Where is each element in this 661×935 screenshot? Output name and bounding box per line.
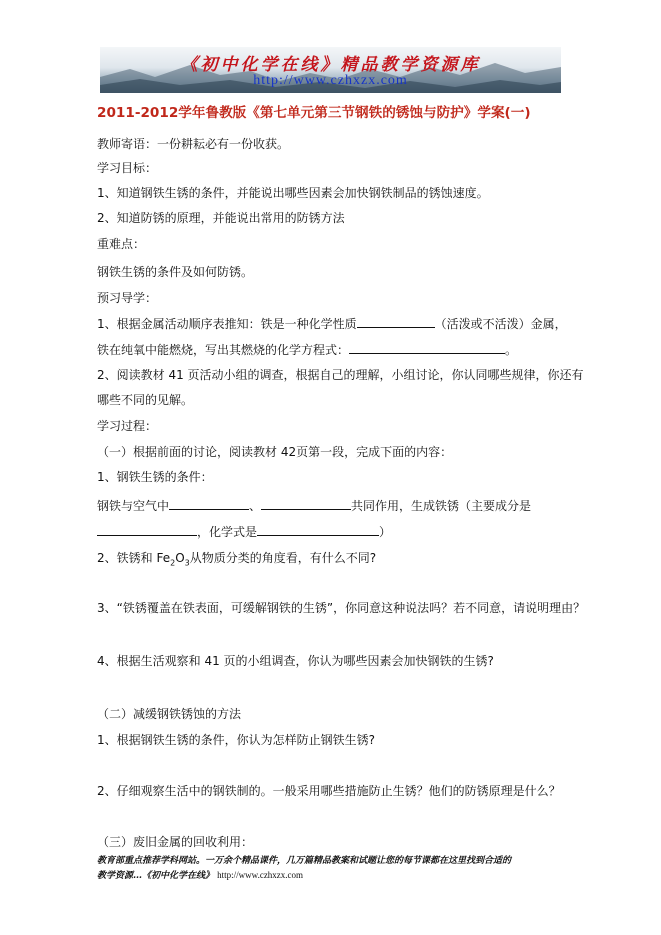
fill-blank-condition-2[interactable] — [261, 497, 351, 510]
section-2-question-2: 2、仔细观察生活中的钢铁制的。一般采用哪些措施防止生锈？他们的防锈原理是什么？ — [97, 784, 561, 798]
key-points-heading: 重难点： — [97, 237, 146, 251]
q2-subscript-2: 3 — [184, 558, 190, 568]
q2-subscript-1: 2 — [170, 558, 176, 568]
question-1-heading: 1、钢铁生锈的条件： — [97, 470, 213, 484]
preview-q1-text-d: 。 — [505, 343, 518, 357]
preview-question-2-line-1: 2、阅读教材 41 页活动小组的调查，根据自己的理解，小组讨论，你认同哪些规律，你还有 — [97, 368, 584, 382]
header-banner — [100, 47, 561, 93]
preview-heading: 预习导学： — [97, 291, 158, 305]
preview-question-1-line-2 — [97, 341, 517, 358]
preview-q1-text-a: 1、根据金属活动顺序表推知：铁是一种化学性质 — [97, 317, 357, 331]
question-4: 4、根据生活观察和 41 页的小组调查，你认为哪些因素会加快钢铁的生锈? — [97, 654, 494, 668]
preview-question-1-line-1 — [97, 315, 567, 332]
footer-line-2 — [97, 868, 567, 883]
fill-blank-property[interactable] — [357, 315, 435, 328]
preview-question-2-line-2: 哪些不同的见解。 — [97, 393, 194, 407]
preview-q1-text-c: 铁在纯氧中能燃烧，写出其燃烧的化学方程式： — [97, 343, 350, 357]
footer-site-name: 教学资源…《初中化学在线》 — [97, 871, 215, 881]
section-2-heading: （二）减缓钢铁锈蚀的方法 — [97, 707, 242, 721]
fill-blank-equation[interactable] — [349, 341, 505, 354]
banner-title: 《初中化学在线》精品教学资源库 — [180, 55, 481, 75]
q1-text-b: 、 — [249, 499, 262, 513]
q2-text-mid: O — [175, 551, 185, 565]
goals-heading: 学习目标： — [97, 161, 158, 175]
q1-text-a: 钢铁与空气中 — [97, 499, 170, 513]
q1-text-e: ） — [379, 525, 392, 539]
fill-blank-chemical-formula[interactable] — [257, 523, 379, 536]
section-2-question-1: 1、根据钢铁生锈的条件，你认为怎样防止钢铁生锈? — [97, 733, 376, 747]
section-1-heading: （一）根据前面的讨论，阅读教材 42页第一段，完成下面的内容： — [97, 445, 453, 459]
question-2 — [97, 550, 376, 571]
document-title: 2011-2012学年鲁教版《第七单元第三节钢铁的锈蚀与防护》学案(一) — [97, 105, 531, 121]
q2-text-post: 从物质分类的角度看，有什么不同? — [189, 551, 377, 565]
footer-url-link[interactable]: http://www.czhxzx.com — [217, 870, 304, 880]
question-1-line-1 — [97, 497, 531, 514]
page-footer — [97, 854, 567, 883]
fill-blank-condition-1[interactable] — [169, 497, 249, 510]
goal-1: 1、知道钢铁生锈的条件，并能说出哪些因素会加快钢铁制品的锈蚀速度。 — [97, 186, 489, 200]
banner-url-link[interactable]: http://www.czhxzx.com — [253, 73, 408, 88]
q1-text-d: ，化学式是 — [197, 525, 258, 539]
goal-2: 2、知道防锈的原理，并能说出常用的防锈方法 — [97, 211, 345, 225]
q2-text-pre: 2、铁锈和 Fe — [97, 551, 171, 565]
footer-line-1: 教育部重点推荐学科网站。一万余个精品课件，几万篇精品教案和试题让您的每节课都在这里找到合适的 — [97, 856, 512, 866]
process-heading: 学习过程： — [97, 419, 158, 433]
fill-blank-main-component[interactable] — [97, 523, 197, 536]
q1-text-c: 共同作用，生成铁锈（主要成分是 — [351, 499, 532, 513]
teacher-message: 教师寄语：一份耕耘必有一份收获。 — [97, 137, 290, 151]
key-points-text: 钢铁生锈的条件及如何防锈。 — [97, 265, 254, 279]
section-3-heading: （三）废旧金属的回收利用： — [97, 835, 254, 849]
preview-q1-text-b: （活泼或不活泼）金属， — [434, 317, 567, 331]
question-3: 3、“铁锈覆盖在铁表面，可缓解钢铁的生锈”，你同意这种说法吗？若不同意，请说明理由？ — [97, 601, 586, 615]
question-1-line-2 — [97, 523, 391, 540]
